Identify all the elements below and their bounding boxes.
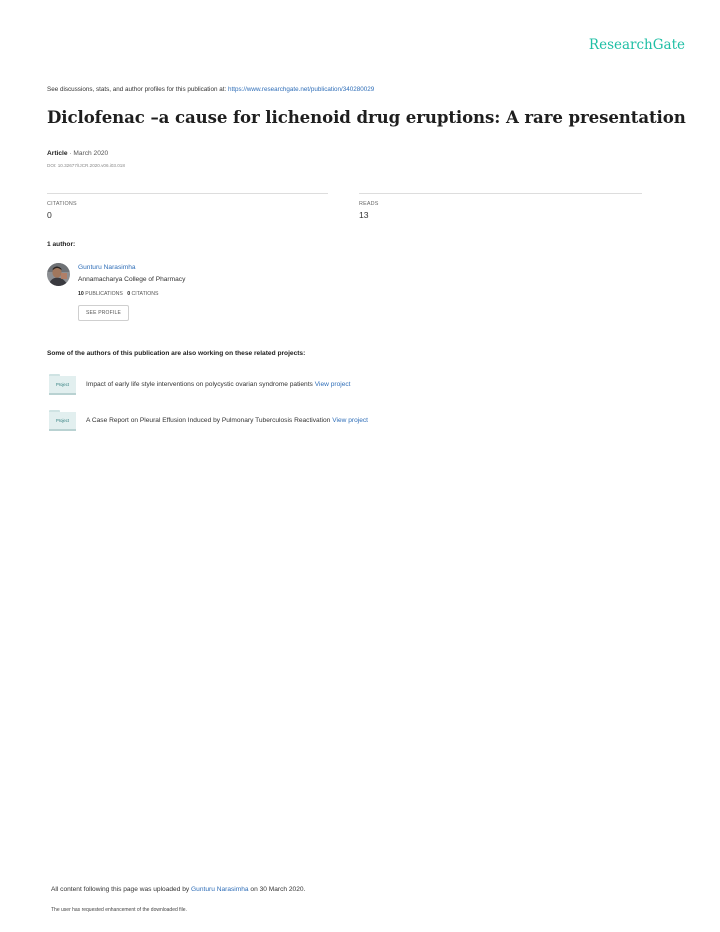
author-institution: Annamacharya College of Pharmacy — [78, 276, 186, 283]
publication-url-link[interactable]: https://www.researchgate.net/publication/340280029 — [227, 86, 375, 93]
authors-heading: 1 author: — [47, 241, 76, 248]
project-icon-label: Project — [49, 376, 76, 395]
author-publications-label: PUBLICATIONS — [83, 291, 123, 297]
upload-note — [51, 886, 305, 893]
project-item — [86, 417, 368, 424]
publication-type: Article — [47, 150, 68, 157]
upload-prefix: All content following this page was uploaded by — [51, 886, 192, 893]
author-publications-count: 10 — [78, 291, 84, 297]
citations-divider — [47, 193, 328, 194]
publication-title: Diclofenac –a cause for lichenoid drug eruptions: A rare presentation — [47, 107, 686, 127]
reads-divider — [359, 193, 642, 194]
discussion-prefix: See discussions, stats, and author profiles for this publication at: — [47, 86, 228, 93]
publication-doi: DOI: 10.32677/IJCR.2020.v06.i03.018 — [47, 163, 125, 168]
citations-value: 0 — [47, 210, 52, 220]
project-title: A Case Report on Pleural Effusion Induced by Pulmonary Tuberculosis Reactivation — [86, 417, 331, 424]
upload-suffix: on 30 March 2020. — [248, 886, 306, 893]
avatar-photo-icon — [47, 263, 70, 286]
project-folder-icon[interactable] — [49, 374, 76, 395]
reads-value: 13 — [359, 210, 369, 220]
author-avatar[interactable] — [47, 263, 70, 286]
researchgate-logo[interactable]: ResearchGate — [588, 37, 685, 53]
project-item — [86, 381, 351, 388]
view-project-link[interactable]: View project — [332, 417, 368, 424]
project-folder-icon[interactable] — [49, 410, 76, 431]
author-stats — [78, 291, 158, 297]
project-icon-label: Project — [49, 412, 76, 431]
see-profile-button[interactable]: SEE PROFILE — [78, 305, 129, 321]
discussion-line — [47, 86, 374, 93]
reads-label: READS — [359, 201, 379, 207]
enhancement-note: The user has requested enhancement of the downloaded file. — [51, 907, 187, 913]
publication-meta — [47, 150, 108, 157]
citations-label: CITATIONS — [47, 201, 77, 207]
uploader-link[interactable]: Gunturu Narasimha — [191, 886, 249, 893]
author-name-link[interactable]: Gunturu Narasimha — [78, 264, 136, 271]
project-title: Impact of early life style interventions on polycystic ovarian syndrome patients — [86, 381, 313, 388]
author-citations-label: CITATIONS — [130, 291, 159, 297]
view-project-link[interactable]: View project — [314, 381, 351, 388]
projects-heading: Some of the authors of this publication are also working on these related projects: — [47, 350, 306, 357]
publication-date: · March 2020 — [67, 150, 109, 157]
author-citations-count: 0 — [127, 291, 131, 297]
